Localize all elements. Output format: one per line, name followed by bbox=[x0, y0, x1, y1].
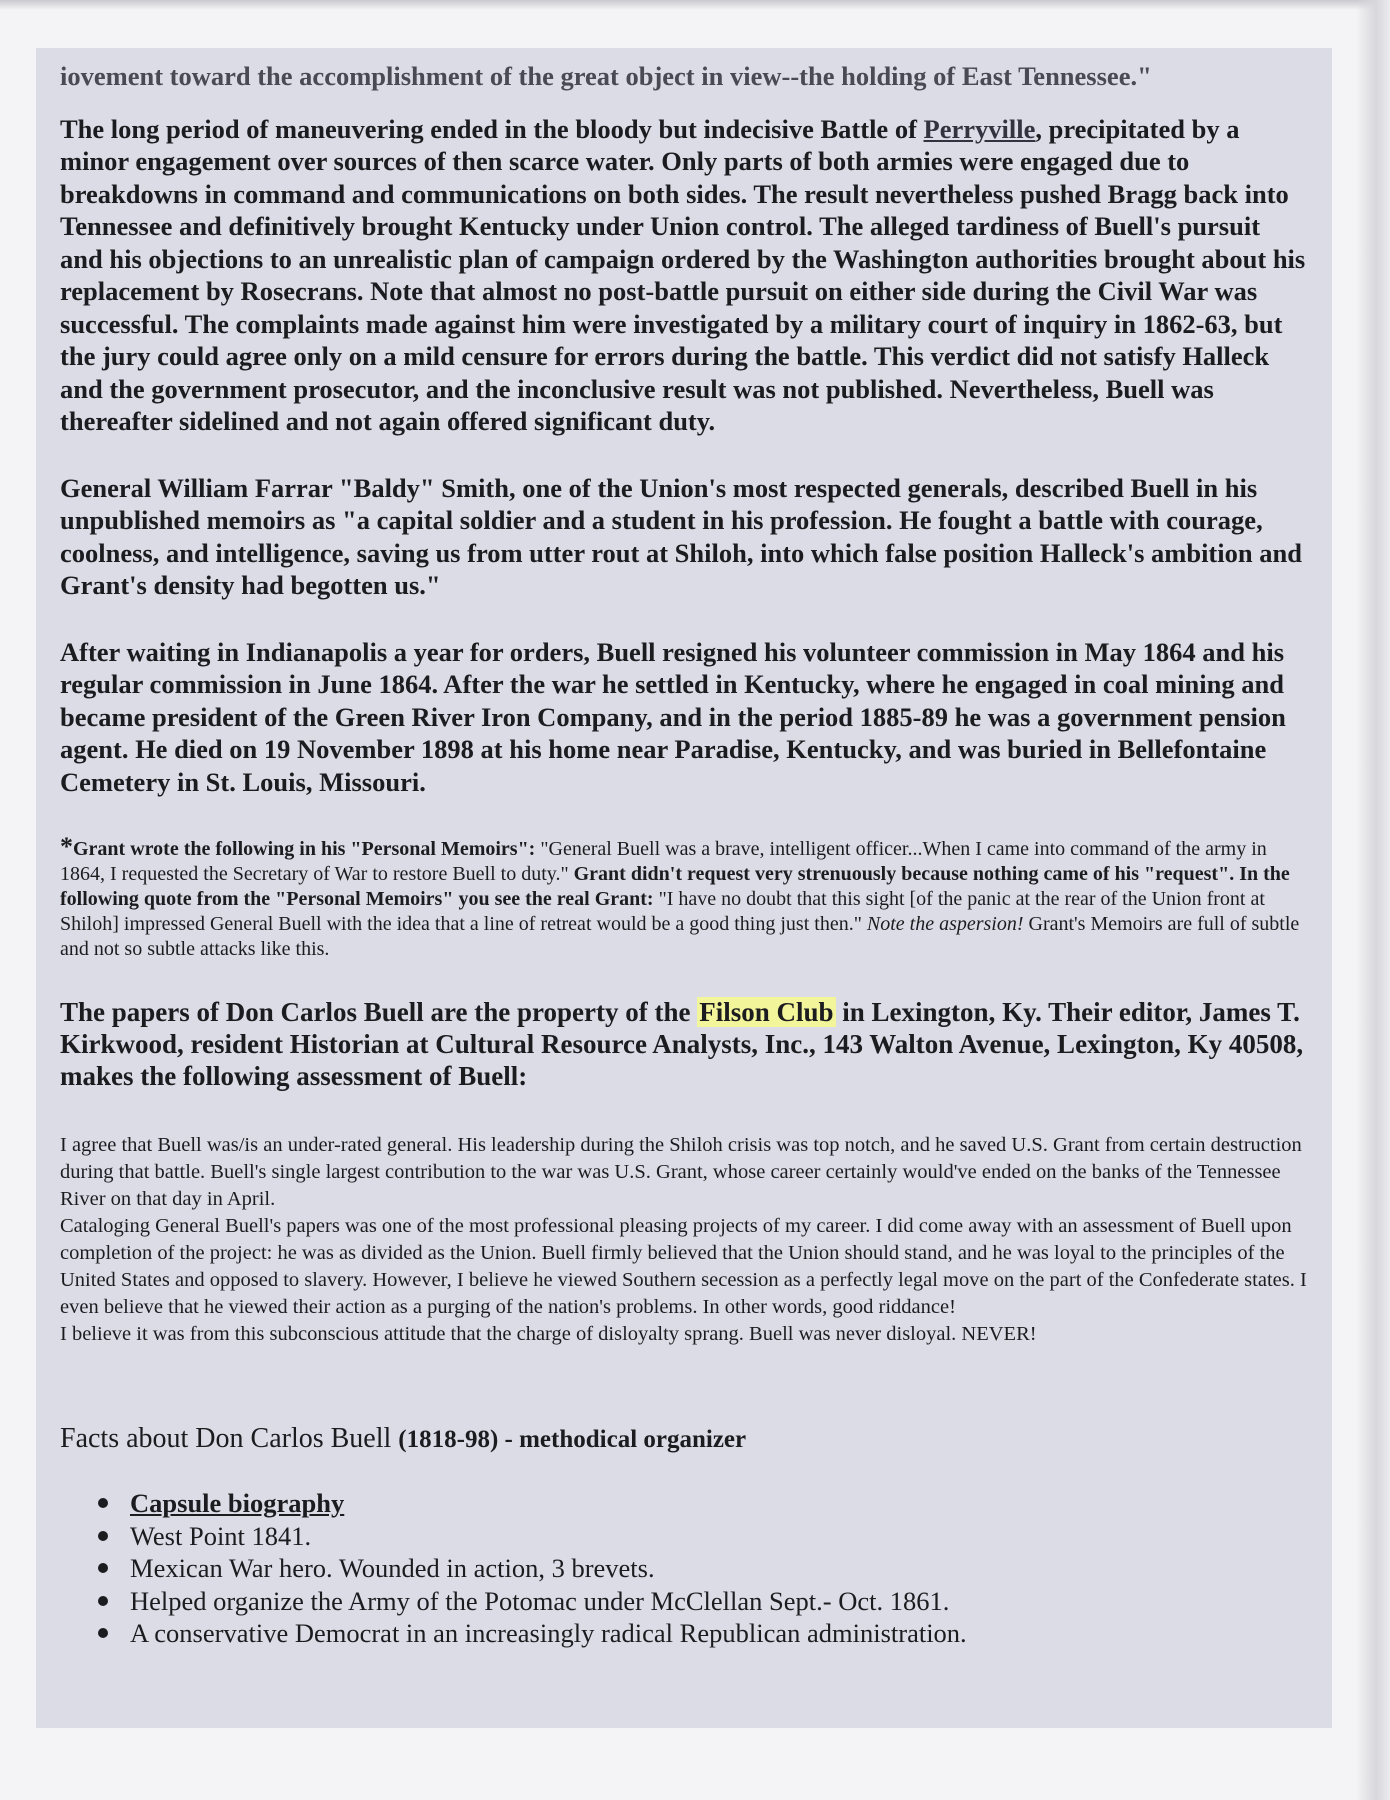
paragraph-perryville bbox=[60, 113, 1308, 438]
bullet-icon bbox=[98, 1628, 108, 1638]
bullet-icon bbox=[98, 1498, 108, 1508]
scan-edge-right bbox=[1356, 0, 1390, 1800]
quote-paragraph: Cataloging General Buell's papers was one of the most professional pleasing projects of my career. I did come away with an assessment of Buell upon completion of the project: he was as divided as the Union. Buell firmly believed that the Union should stand, and he was loyal to the principles of the United States and opposed to slavery. However, I believe he viewed Southern secession as a perfectly legal move on the part of the Confederate states. I even believe that he viewed their action as a purging of the nation's problems. In other words, good riddance! bbox=[60, 1215, 1307, 1318]
list-item-text: Mexican War hero. Wounded in action, 3 brevets. bbox=[130, 1553, 655, 1583]
filson-club-highlight: Filson Club bbox=[699, 997, 834, 1027]
footnote-text-2: "I have no doubt that this sight [of the panic at the rear of the Union front at Shiloh] impressed General Buell with the idea that a line of retreat would be a good thing just then." bbox=[60, 888, 1265, 935]
paragraph-indianapolis: After waiting in Indianapolis a year for orders, Buell resigned his volunteer commission in May 1864 and his regular commission in June 1864. After the war he settled in Kentucky, where he engaged in coal mining and became president of the Green River Iron Company, and in the period 1885-89 he was a government pension agent. He died on 19 November 1898 at his home near Paradise, Kentucky, and was buried in Bellefontaine Cemetery in St. Louis, Missouri. bbox=[60, 636, 1286, 797]
list-item bbox=[98, 1487, 1308, 1520]
bullet-icon bbox=[98, 1531, 108, 1541]
perryville-text-after: , precipitated by a minor engagement over sources of then scarce water. Only parts of both armies were engaged due to breakdowns in command and communications on both sides. The result nevertheless pushed Bragg back into Tennessee and definitively brought Kentucky under Union control. The alleged tardiness of Buell's pursuit and his objections to an unrealistic plan of campaign ordered by the Washington authorities brought about his replacement by Rosecrans. Note that almost no post-battle pursuit on either side during the Civil War was successful. The complaints made against him were investigated by a military court of inquiry in 1862-63, but the jury could agree only on a mild censure for errors during the battle. This verdict did not satisfy Halleck and the government prosecutor, and the inconclusive result was not published. Nevertheless, Buell was thereafter sidelined and not again offered significant duty. bbox=[60, 113, 1306, 436]
list-item bbox=[98, 1585, 1308, 1618]
perryville-link[interactable]: Perryville bbox=[923, 113, 1036, 144]
facts-heading-plain: Facts about Don Carlos Buell bbox=[60, 1423, 399, 1454]
perryville-text-before: The long period of maneuvering ended in the bloody but indecisive Battle of bbox=[60, 113, 924, 144]
papers-text-after: in Lexington, Ky. Their editor, James T. Kirkwood, resident Historian at Cultural Resource Analysts, Inc., 143 Walton Avenue, Lexington, Ky 40508, makes the following assessment of Buell: bbox=[60, 997, 1304, 1091]
footnote-text-1: "General Buell was a brave, intelligent officer...When I came into command of the army in 1864, I requested the Secretary of War to restore Buell to duty." bbox=[60, 838, 1267, 885]
papers-text-before: The papers of Don Carlos Buell are the property of the bbox=[60, 997, 698, 1027]
footnote-text-3: Grant's Memoirs are full of subtle and not so subtle attacks like this. bbox=[60, 913, 1300, 960]
capsule-biography-link[interactable]: Capsule biography bbox=[130, 1488, 345, 1518]
bullet-icon bbox=[98, 1563, 108, 1573]
document-page bbox=[36, 48, 1332, 1728]
footnote-grant-memoirs bbox=[60, 834, 1308, 962]
paragraph-papers bbox=[60, 996, 1308, 1092]
quote-paragraph: I believe it was from this subconscious attitude that the charge of disloyalty sprang. Buell was never disloyal. NEVER! bbox=[60, 1323, 1037, 1345]
footnote-italic: Note the aspersion! bbox=[866, 913, 1024, 935]
list-item bbox=[98, 1617, 1308, 1650]
facts-list bbox=[60, 1487, 1308, 1650]
footnote-bold-1: Grant wrote the following in his "Personal Memoirs": bbox=[73, 838, 536, 860]
scan-edge-top bbox=[0, 0, 1390, 10]
facts-heading-bold: (1818-98) - methodical organizer bbox=[398, 1426, 747, 1453]
list-item-text: West Point 1841. bbox=[130, 1520, 312, 1551]
bullet-icon bbox=[98, 1596, 108, 1606]
list-item bbox=[98, 1520, 1308, 1553]
footnote-asterisk: * bbox=[60, 832, 73, 861]
opening-line: iovement toward the accomplishment of the great object in view--the holding of East Tennessee." bbox=[60, 61, 1152, 91]
quote-paragraph: I agree that Buell was/is an under-rated general. His leadership during the Shiloh crisis was top notch, and he saved U.S. Grant from certain destruction during that battle. Buell's single largest contribution to the war was U.S. Grant, whose career certainly would've ended on the banks of the Tennessee River on that day in April. bbox=[60, 1134, 1302, 1210]
facts-heading bbox=[60, 1422, 1308, 1457]
list-item bbox=[98, 1552, 1308, 1585]
kirkwood-quote bbox=[60, 1132, 1308, 1348]
footnote-bold-2: Grant didn't request very strenuously because nothing came of his "request". In the following quote from the "Personal Memoirs" you see the real Grant: bbox=[60, 863, 1290, 910]
paragraph-baldy-smith: General William Farrar "Baldy" Smith, one of the Union's most respected generals, described Buell in his unpublished memoirs as "a capital soldier and a student in his profession. He fought a battle with courage, coolness, and intelligence, saving us from utter rout at Shiloh, into which false position Halleck's ambition and Grant's density had begotten us." bbox=[60, 472, 1302, 600]
list-item-text: A conservative Democrat in an increasingly radical Republican administration. bbox=[130, 1618, 967, 1648]
list-item-text: Helped organize the Army of the Potomac under McClellan Sept.- Oct. 1861. bbox=[130, 1585, 950, 1616]
